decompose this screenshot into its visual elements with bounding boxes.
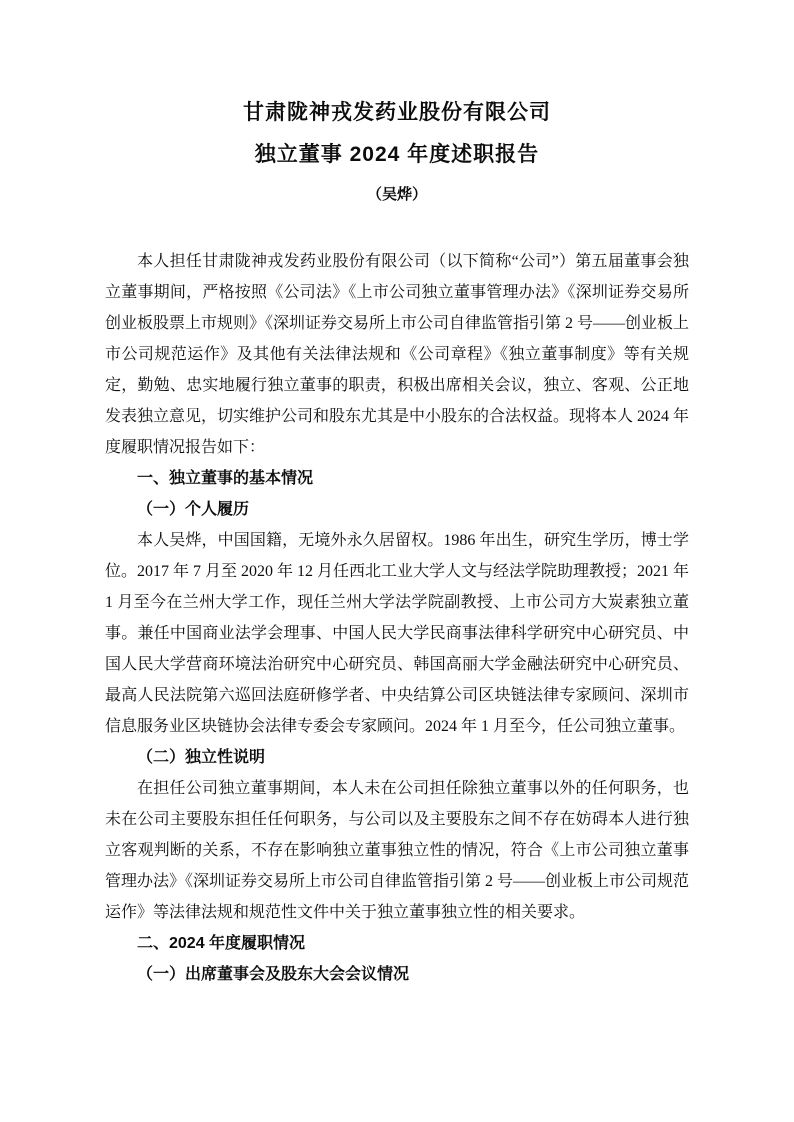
subsection-heading-personal-resume: （一）个人履历 (137, 501, 250, 518)
document-title: 甘肃陇神戎发药业股份有限公司 (243, 101, 551, 124)
section-heading-basic-info: 一、独立董事的基本情况 (137, 470, 314, 487)
author-name: （吴烨） (366, 187, 427, 203)
personal-resume-paragraph: 本人吴烨，中国国籍，无境外永久居留权。1986 年出生，研究生学历，博士学位。2017 年 7 月至 2020 年 12 月任西北工业大学人文与经法学院助理教授；2021 年 1 月至今在兰州大学工作，现任兰州大学法学院副教授、上市公司方大炭素独立董事。兼任中国商业法学会理事、中国人民大学民商事法律科学研究中心研究员、中国人民大学营商环境法治研究中心研究员、韩国高丽大学金融法研究中心研究员、最高人民法院第六巡回法庭研修学者、中央结算公司区块链法律专家顾问、深圳市信息服务业区块链协会法律专委会专家顾问。2024 年 1 月至今，任公司独立董事。 (105, 532, 690, 735)
document-subtitle: 独立董事 2024 年度述职报告 (254, 143, 540, 166)
independence-statement-paragraph: 在担任公司独立董事期间，本人未在公司担任除独立董事以外的任何职务，也未在公司主要股东担任任何职务，与公司以及主要股东之间不存在妨碍本人进行独立客观判断的关系，不存在影响独立董事独立性的情况，符合《上市公司独立董事管理办法》《深圳证券交易所上市公司自律监管指引第 2 号——创业板上市公司规范运作》等法律法规和规范性文件中关于独立董事独立性的相关要求。 (105, 780, 690, 921)
intro-paragraph: 本人担任甘肃陇神戎发药业股份有限公司（以下简称“公司”）第五届董事会独立董事期间，严格按照《公司法》《上市公司独立董事管理办法》《深圳证券交易所创业板股票上市规则》《深圳证券交易所上市公司自律监管指引第 2 号——创业板上市公司规范运作》及其他有关法律法规和《公司章程》《独立董事制度》等有关规定，勤勉、忠实地履行独立董事的职责，积极出席相关会议，独立、客观、公正地发表独立意见，切实维护公司和股东尤其是中小股东的合法权益。现将本人 2024 年度履职情况报告如下： (105, 253, 690, 456)
document-body (105, 246, 689, 990)
section-heading-2024-performance: 二、2024 年度履职情况 (137, 935, 306, 952)
subsection-heading-meeting-attendance: （一）出席董事会及股东大会会议情况 (137, 966, 410, 983)
subsection-heading-independence: （二）独立性说明 (137, 749, 266, 766)
